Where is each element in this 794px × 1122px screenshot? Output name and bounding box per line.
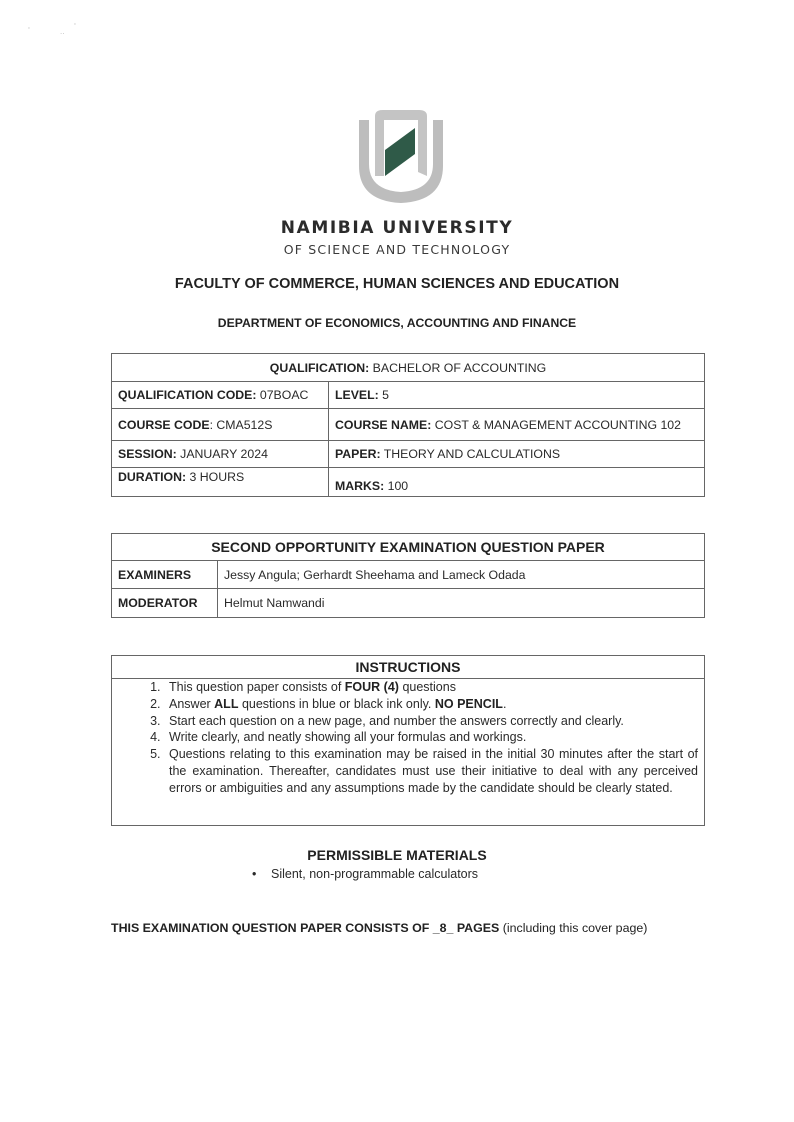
cell-label: MARKS: [335, 479, 385, 493]
instruction-text: This question paper consists of [169, 680, 345, 694]
instruction-item [164, 679, 704, 696]
cell-value: 3 HOURS [186, 470, 245, 484]
marks-cell [329, 468, 705, 497]
instruction-text: questions in blue or black ink only. [238, 696, 435, 711]
page-count-note: (including this cover page) [499, 921, 648, 935]
scan-artifact: ' [28, 26, 30, 34]
session-cell [112, 441, 329, 468]
qualification-row [112, 354, 705, 382]
faculty-title: FACULTY OF COMMERCE, HUMAN SCIENCES AND EDUCATION [174, 276, 620, 292]
cell-label: SESSION: [118, 447, 177, 461]
examiners-value: Jessy Angula; Gerhardt Sheehama and Lameck Odada [218, 561, 705, 589]
table-row [112, 589, 705, 618]
exam-title-row [112, 534, 705, 561]
scan-artifact: ·· [60, 30, 65, 38]
duration-cell [112, 468, 329, 497]
cell-value: : CMA512S [209, 417, 273, 432]
cell-value: JANUARY 2024 [176, 447, 268, 461]
exam-title: SECOND OPPORTUNITY EXAMINATION QUESTION PAPER [112, 534, 705, 561]
university-logo-icon [355, 106, 447, 204]
course-name-cell [329, 409, 705, 441]
instruction-emphasis: FOUR (4) [344, 680, 399, 694]
instruction-emphasis: NO PENCIL [434, 696, 503, 711]
instruction-text: Write clearly, and neatly showing all your formulas and workings. [169, 730, 527, 745]
cell-label: QUALIFICATION CODE: [118, 388, 257, 402]
table-row [112, 409, 705, 441]
instruction-emphasis: ALL [214, 696, 239, 711]
table-row [112, 382, 705, 409]
qualification-code-cell [112, 382, 329, 409]
moderator-label: MODERATOR [112, 589, 218, 618]
instruction-text: Answer [169, 696, 215, 711]
exam-details-table [111, 533, 705, 618]
paper-cell [329, 441, 705, 468]
instruction-text: Questions relating to this examination may be raised in the initial 30 minutes after the start of the examination. Thereafter, candidates must use their initiative to deal with any perceived errors or ambiguities and any assumptions made by the candidate should be clearly stated. [169, 747, 698, 795]
cell-value: COST & MANAGEMENT ACCOUNTING 102 [431, 417, 681, 432]
table-row [112, 468, 705, 497]
permissible-material-item [252, 867, 478, 881]
permissible-materials-title: PERMISSIBLE MATERIALS [307, 847, 487, 863]
instruction-item [164, 713, 704, 730]
course-code-cell [112, 409, 329, 441]
department-title: DEPARTMENT OF ECONOMICS, ACCOUNTING AND FINANCE [217, 316, 577, 330]
cell-value: 07BOAC [256, 388, 309, 402]
qualification-value: BACHELOR OF ACCOUNTING [369, 360, 547, 375]
course-details-table [111, 353, 705, 497]
cell-label: COURSE CODE [118, 417, 210, 432]
page-count-bold: THIS EXAMINATION QUESTION PAPER CONSISTS OF _8_ PAGES [111, 921, 500, 935]
instruction-text: Start each question on a new page, and number the answers correctly and clearly. [169, 713, 624, 728]
table-row [112, 561, 705, 589]
instructions-list [112, 679, 704, 797]
university-subtitle: OF SCIENCE AND TECHNOLOGY [283, 242, 511, 257]
bullet-icon: • [252, 867, 257, 881]
moderator-value: Helmut Namwandi [218, 589, 705, 618]
cell-label: PAPER: [335, 447, 381, 461]
cell-value: THEORY AND CALCULATIONS [380, 447, 561, 461]
instruction-item [164, 696, 704, 713]
scan-artifact: ' [74, 22, 76, 30]
cell-value: 5 [378, 388, 389, 402]
instructions-box [111, 655, 705, 826]
cell-label: COURSE NAME: [335, 417, 432, 432]
university-name: NAMIBIA UNIVERSITY [280, 218, 514, 238]
table-row [112, 441, 705, 468]
instructions-title: INSTRUCTIONS [112, 656, 704, 679]
page-count-notice [111, 921, 647, 935]
level-cell [329, 382, 705, 409]
qualification-label: QUALIFICATION: [269, 360, 370, 375]
material-text: Silent, non-programmable calculators [271, 867, 479, 881]
instruction-item [164, 729, 704, 746]
instruction-text: . [502, 696, 507, 711]
cell-label: LEVEL: [335, 388, 379, 402]
qualification-cell [112, 354, 705, 382]
instruction-item [164, 746, 704, 796]
cell-value: 100 [384, 479, 409, 493]
cell-label: DURATION: [118, 470, 187, 484]
examiners-label: EXAMINERS [112, 561, 218, 589]
instruction-text: questions [398, 680, 456, 694]
